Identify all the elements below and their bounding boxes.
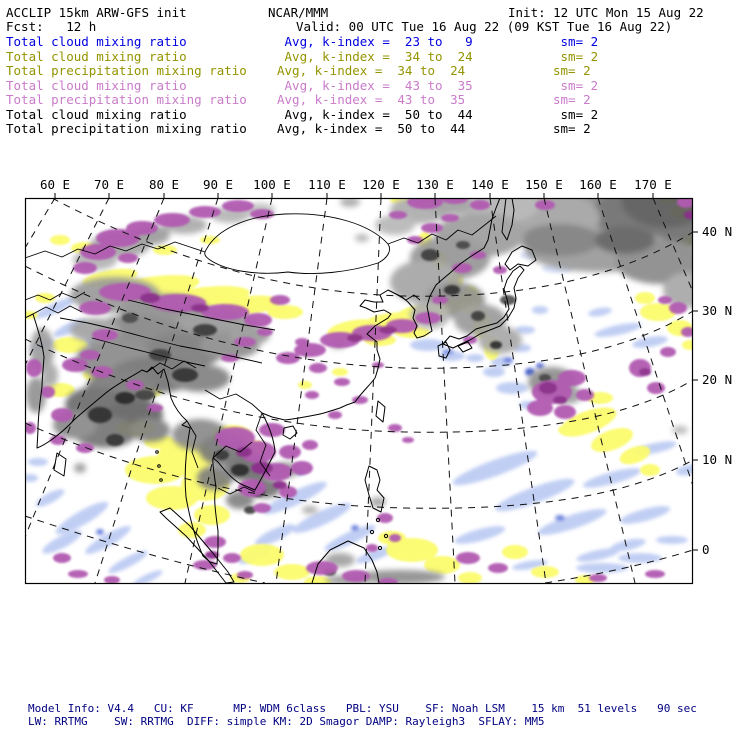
purple-blob [309,363,327,373]
purple-blob [684,211,696,219]
field-label: Total cloud mixing ratio [6,106,187,122]
dark-blob [231,464,249,476]
blue-blob [576,563,628,573]
field-label: Total precipitation mixing ratio [6,63,247,78]
org-name: NCAR/MMM [268,5,329,20]
model-config-line2: LW: RRTMG SW: RRTMG DIFF: simple KM: 2D Smagor DAMP: Rayleigh3 SFLAY: MM5 [28,715,545,728]
yellow-blob [502,545,528,559]
purple-blob [126,380,144,390]
gray-blob [42,363,58,387]
smooth-stat: sm= 2 [553,92,591,107]
purple-blob [26,359,42,377]
blue-blob [22,474,38,482]
yellow-blob [458,572,482,584]
purple-blob [527,400,553,416]
kindex-stat: Avg, k-index = 43 to 35 [277,77,473,93]
dark-blob [421,249,439,261]
purple-blob [68,570,88,578]
blue-blob [96,529,104,535]
purple-blob [189,206,221,218]
member-row [0,108,740,122]
purple-blob [645,570,665,578]
smooth-stat: sm= 2 [553,77,599,93]
member-row [0,35,740,49]
field-label: Total cloud mixing ratio [6,48,187,64]
purple-blob [51,408,73,422]
blue-blob [656,536,688,544]
purple-blob [250,209,274,219]
purple-blob [73,262,97,274]
dark-blob [456,241,470,249]
dark-blob [215,450,229,460]
kindex-stat: Avg, k-index = 50 to 44 [277,106,473,122]
smooth-stat: sm= 2 [553,48,599,64]
blue-blob [555,515,565,521]
gray-blob [355,234,369,242]
purple-blob [79,301,111,315]
yellow-blob [635,292,655,304]
longitude-label: 80 E [148,177,180,192]
purple-blob [488,563,508,573]
blue-blob [466,354,484,362]
purple-blob [273,481,287,489]
member-row [0,93,740,107]
smooth-stat: sm= 2 [553,63,591,78]
model-title: ACCLIP 15km ARW-GFS init [6,5,187,20]
purple-blob [253,503,271,513]
purple-blob [352,396,368,404]
longitude-label: 100 E [253,177,291,192]
member-row [0,79,740,93]
latitude-label: 30 N [702,303,733,318]
footer-block [28,702,697,728]
purple-blob [41,386,55,398]
purple-blob [328,411,342,419]
smooth-stat: sm= 2 [553,34,599,49]
gray-blob [672,426,688,434]
forecast-hour: Fcst: 12 h [6,19,97,34]
valid-time: Valid: 00 UTC Tue 16 Aug 22 (09 KST Tue 16 Aug 22) [296,19,673,34]
smooth-stat: sm= 2 [553,121,591,136]
longitude-axis [40,177,672,192]
kindex-stat: Avg, k-index = 43 to 35 [277,92,466,107]
member-row [0,64,740,78]
gray-blob [74,463,86,473]
longitude-ticks [55,193,653,199]
header-line-valid [0,20,740,34]
purple-blob [647,382,665,394]
purple-blob [441,214,459,222]
blue-blob [532,306,548,314]
purple-blob [589,574,607,582]
member-row [0,122,740,136]
purple-blob [251,462,273,474]
purple-blob [407,195,443,209]
latitude-label: 10 N [702,452,733,467]
latitude-axis [702,224,732,557]
purple-blob [191,304,209,312]
purple-blob [244,313,272,327]
purple-blob [80,350,100,360]
yellow-blob [194,505,230,525]
longitude-label: 150 E [525,177,563,192]
smooth-stat: sm= 2 [553,106,599,122]
purple-blob [379,326,397,334]
purple-blob [302,440,318,450]
purple-blob [347,334,363,342]
yellow-blob [332,368,348,376]
yellow-blob [267,305,303,319]
kindex-stat: Avg, k-index = 23 to 9 [277,34,473,49]
dark-blob [444,285,460,295]
init-time: Init: 12 UTC Mon 15 Aug 22 [508,5,704,20]
purple-blob [147,404,163,412]
purple-blob [388,424,402,432]
purple-blob [118,253,138,263]
purple-blob [140,293,160,303]
dark-blob [172,368,198,382]
longitude-label: 160 E [579,177,617,192]
field-label: Total precipitation mixing ratio [6,92,247,107]
kindex-stat: Avg, k-index = 34 to 24 [277,63,466,78]
dark-blob [115,392,135,404]
latitude-ticks [693,232,699,550]
purple-blob [539,382,557,394]
longitude-label: 90 E [202,177,234,192]
purple-blob [669,302,687,314]
dark-blob [106,434,124,446]
field-label: Total precipitation mixing ratio [6,121,247,136]
purple-blob [470,200,490,210]
purple-blob [154,213,190,227]
purple-blob [306,561,338,575]
purple-blob [553,396,567,404]
purple-blob [389,211,407,219]
yellow-blob [240,544,284,566]
yellow-blob [200,236,220,244]
purple-blob [658,296,672,304]
blue-blob [483,367,505,377]
dark-blob [149,349,171,361]
longitude-label: 70 E [93,177,125,192]
blue-blob [618,553,662,563]
purple-blob [291,461,313,475]
purple-blob [366,544,378,552]
longitude-label: 130 E [416,177,454,192]
purple-blob [660,347,676,357]
purple-blob [389,534,401,542]
purple-blob [305,391,319,399]
gray-blob [130,418,170,442]
purple-blob [456,552,480,564]
dark-blob [135,390,155,400]
purple-blob [576,389,594,401]
purple-blob [104,576,120,584]
yellow-blob [558,424,582,436]
field-label: Total cloud mixing ratio [6,77,187,93]
kindex-stat: Avg, k-index = 50 to 44 [277,121,466,136]
longitude-label: 140 E [471,177,509,192]
purple-blob [223,553,241,563]
field-label: Total cloud mixing ratio [6,34,187,49]
latitude-label: 0 [702,542,710,557]
yellow-blob [424,556,460,574]
member-row [0,50,740,64]
dark-blob [193,324,217,336]
gray-blob [302,506,318,514]
longitude-label: 60 E [39,177,71,192]
latitude-label: 20 N [702,372,733,387]
purple-blob [270,295,290,305]
gray-blob [595,226,655,254]
purple-blob [279,445,301,459]
purple-blob [421,223,443,233]
purple-blob [558,370,586,386]
yellow-blob [274,564,310,580]
purple-blob [402,437,414,443]
model-config-line1: Model Info: V4.4 CU: KF MP: WDM 6class PBL: YSU SF: Noah LSM 15 km 51 levels 90 sec [28,702,697,715]
header-line-title [0,6,740,20]
yellow-blob [298,381,312,389]
yellow-blob [50,235,70,245]
dark-blob [490,341,502,349]
purple-blob [62,358,88,372]
longitude-label: 170 E [634,177,672,192]
purple-blob [334,378,350,386]
yellow-blob [682,340,698,350]
yellow-blob [640,464,660,476]
blue-blob [536,363,544,369]
purple-blob [276,352,300,364]
purple-blob [295,338,309,346]
purple-blob [639,368,651,376]
blue-blob [503,357,513,363]
kindex-stat: Avg, k-index = 34 to 24 [277,48,473,64]
longitude-label: 110 E [308,177,346,192]
blue-blob [28,458,48,466]
purple-blob [237,571,253,579]
purple-blob [554,405,576,419]
dark-blob [88,407,112,423]
dark-blob [471,311,485,321]
blue-blob [351,525,359,531]
purple-blob [53,553,71,563]
gray-blob [478,326,522,354]
yellow-blob [146,486,198,510]
purple-blob [222,200,254,212]
longitude-label: 120 E [362,177,400,192]
latitude-label: 40 N [702,224,733,239]
purple-blob [342,570,370,582]
purple-blob [378,578,398,586]
blue-blob [496,382,528,394]
